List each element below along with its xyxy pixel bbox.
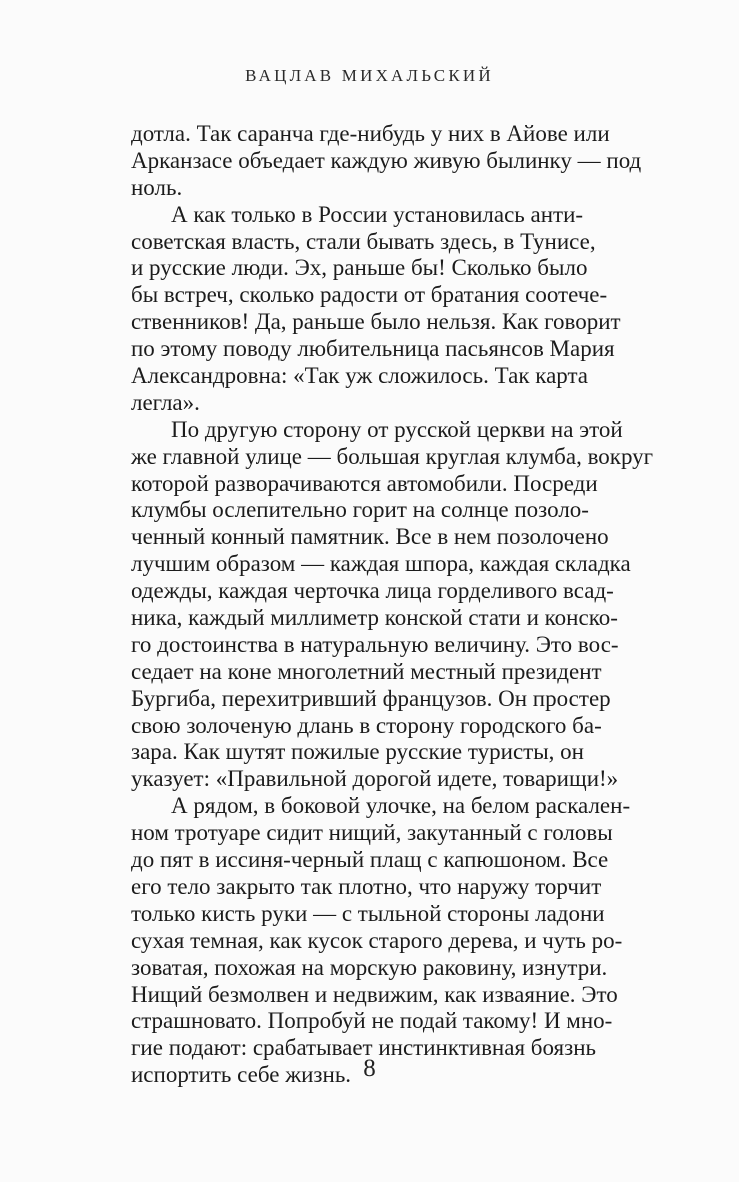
body-text	[131, 121, 654, 1089]
text-line: его тело закрыто так плотно, что наружу торчит	[131, 873, 602, 899]
text-line: А рядом, в боковой улочке, на белом раскален-	[171, 793, 631, 819]
text-line: гие подают: срабатывает инстинктивная боязнь	[131, 1035, 596, 1061]
text-line: ственников! Да, раньше было нельзя. Как говорит	[131, 309, 621, 335]
text-line: по этому поводу любительница пасьянсов Мария	[131, 336, 615, 362]
text-line: Нищий безмолвен и недвижим, как изваяние. Это	[131, 981, 618, 1007]
paragraph	[131, 416, 654, 793]
text-line: указует: «Правильной дорогой идете, товарищи!»	[131, 766, 619, 792]
paragraph	[131, 121, 649, 202]
paragraph	[131, 202, 649, 417]
text-line: которой разворачиваются автомобили. Посреди	[131, 470, 598, 496]
text-line: испортить себе жизнь.	[131, 1062, 352, 1088]
text-line: советская власть, стали бывать здесь, в Тунисе,	[131, 228, 596, 254]
text-line: сухая темная, как кусок старого дерева, и чуть ро-	[131, 927, 623, 953]
page-number: 8	[363, 1055, 376, 1082]
text-line: зоватая, похожая на морскую раковину, изнутри.	[131, 954, 608, 980]
text-line: ном тротуаре сидит нищий, закутанный с головы	[131, 820, 613, 846]
text-line: ника, каждый миллиметр конской стати и конско-	[131, 605, 618, 631]
text-line: только кисть руки — с тыльной стороны ладони	[131, 900, 605, 926]
text-line: ноль.	[131, 174, 183, 200]
text-line: и русские люди. Эх, раньше бы! Сколько было	[131, 255, 588, 281]
text-line: свою золоченую длань в сторону городского ба-	[131, 712, 602, 738]
text-line: А как только в России установилась анти-	[171, 201, 584, 227]
text-line: седает на коне многолетний местный президент	[131, 658, 602, 684]
text-line: до пят в иссиня-черный плащ с капюшоном. Все	[131, 847, 609, 873]
text-line: легла».	[131, 389, 200, 415]
running-head: ВАЦЛАВ МИХАЛЬСКИЙ	[245, 66, 494, 85]
text-line: Арканзасе объедает каждую живую былинку — под	[131, 147, 642, 173]
text-line: клумбы ослепительно горит на солнце позоло-	[131, 497, 589, 523]
text-line: бы встреч, сколько радости от братания соотече-	[131, 282, 608, 308]
text-line: страшновато. Попробуй не подай такому! И мно-	[131, 1008, 613, 1034]
text-line: одежды, каждая черточка лица горделивого всад-	[131, 578, 614, 604]
text-line: ченный конный памятник. Все в нем позолочено	[131, 524, 609, 550]
text-line: го достоинства в натуральную величину. Это вос-	[131, 631, 619, 657]
text-line: По другую сторону от русской церкви на этой	[171, 416, 623, 442]
text-line: Александровна: «Так уж сложилось. Так карта	[131, 363, 589, 389]
text-line: лучшим образом — каждая шпора, каждая складка	[131, 551, 631, 577]
text-line: зара. Как шутят пожилые русские туристы, он	[131, 739, 584, 765]
text-line: же главной улице — большая круглая клумба, вокруг	[131, 443, 654, 469]
text-line: Бургиба, перехитривший французов. Он простер	[131, 685, 611, 711]
paragraph	[131, 793, 649, 1089]
text-line: дотла. Так саранча где-нибудь у них в Айове или	[131, 121, 610, 146]
